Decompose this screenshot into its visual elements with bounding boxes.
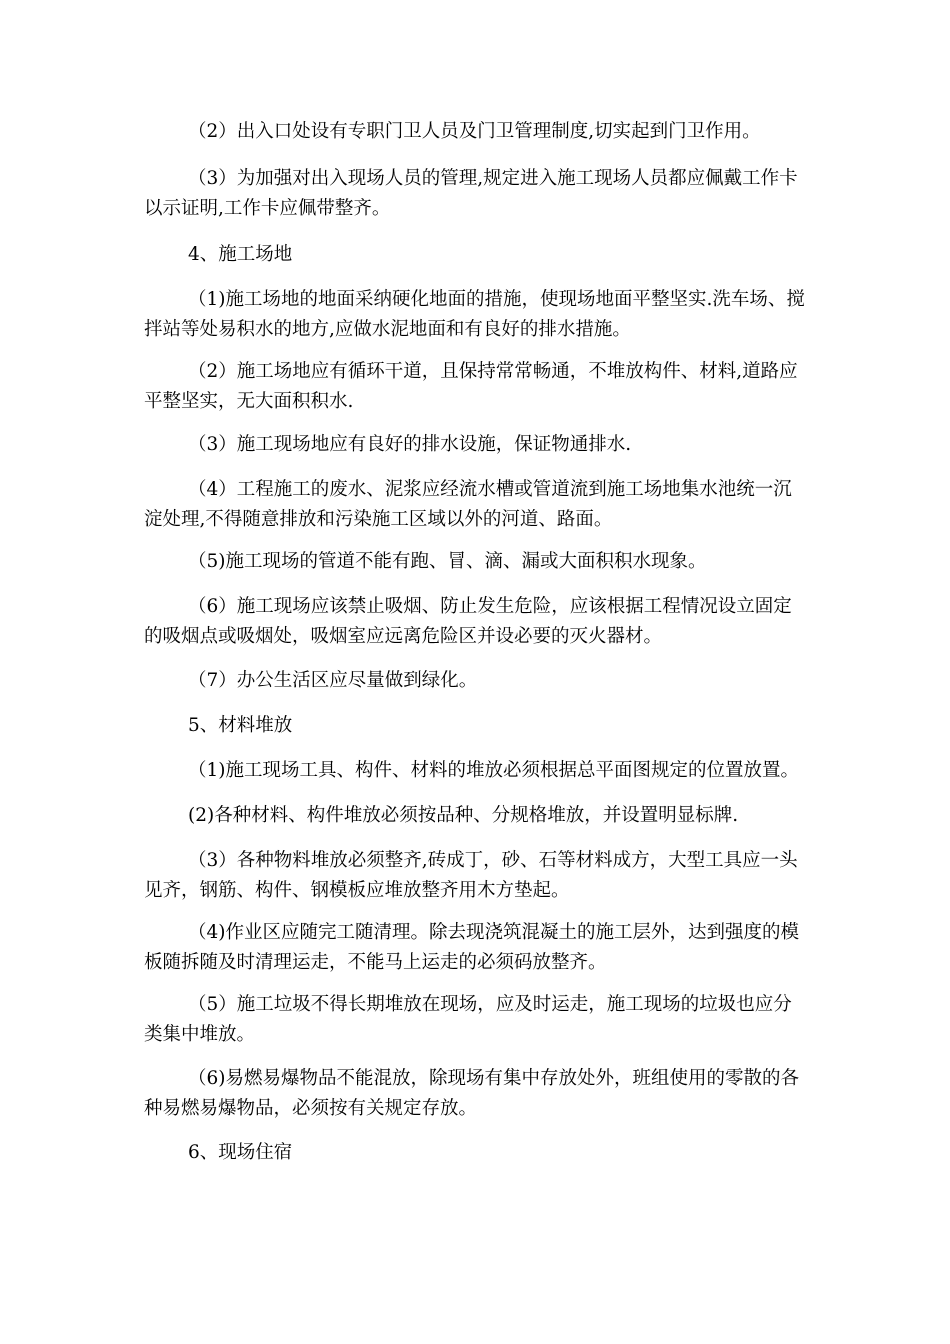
paragraph-greening: （7）办公生活区应尽量做到绿化。 [188, 670, 478, 691]
paragraph-material-placement: （1)施工现场工具、构件、材料的堆放必须根据总平面图规定的位置放置。 [188, 760, 799, 781]
paragraph-gate-guard: （2）出入口处设有专职门卫人员及门卫管理制度,切实起到门卫作用。 [188, 121, 761, 142]
paragraph-work-badge: （3）为加强对出入现场人员的管理,规定进入施工现场人员都应佩戴工作卡以示证明,工作卡应佩带整齐。 [144, 168, 798, 219]
paragraph-wastewater: （4）工程施工的废水、泥浆应经流水槽或管道流到施工场地集水池统一沉淀处理,不得随意排放和污染施工区域以外的河道、路面。 [144, 479, 792, 530]
paragraph-flammables: （6)易燃易爆物品不能混放，除现场有集中存放处外，班组使用的零散的各种易燃易爆物品，必须按有关规定存放。 [144, 1068, 799, 1119]
paragraph-material-signs: (2)各种材料、构件堆放必须按品种、分规格堆放，并设置明显标牌. [188, 805, 739, 826]
paragraph-garbage: （5）施工垃圾不得长期堆放在现场，应及时运走，施工现场的垃圾也应分类集中堆放。 [144, 994, 792, 1045]
paragraph-work-area-cleanup: （4)作业区应随完工随清理。除去现浇筑混凝土的施工层外，达到强度的模板随拆随及时清理运走，不能马上运走的必须码放整齐。 [144, 922, 799, 973]
paragraph-material-stacking: （3）各种物料堆放必须整齐,砖成丁，砂、石等材料成方，大型工具应一头见齐，钢筋、构件、钢模板应堆放整齐用木方垫起。 [144, 850, 798, 901]
section-heading-site: 4、施工场地 [188, 244, 293, 265]
paragraph-site-roads: （2）施工场地应有循环干道，且保持常常畅通，不堆放构件、材料,道路应平整坚实，无大面积积水. [144, 361, 798, 412]
section-heading-materials: 5、材料堆放 [188, 715, 293, 736]
paragraph-smoking: （6）施工现场应该禁止吸烟、防止发生危险，应该根据工程情况设立固定的吸烟点或吸烟处，吸烟室应远离危险区并设必要的灭火器材。 [144, 596, 792, 647]
section-heading-accommodation: 6、现场住宿 [188, 1142, 293, 1163]
paragraph-site-hardening: （1)施工场地的地面采纳硬化地面的措施，使现场地面平整坚实.洗车场、搅拌站等处易积水的地方,应做水泥地面和有良好的排水措施。 [144, 289, 805, 340]
paragraph-site-drainage: （3）施工现场地应有良好的排水设施，保证物通排水. [188, 434, 632, 455]
paragraph-pipes: （5)施工现场的管道不能有跑、冒、滴、漏或大面积积水现象。 [188, 551, 707, 572]
